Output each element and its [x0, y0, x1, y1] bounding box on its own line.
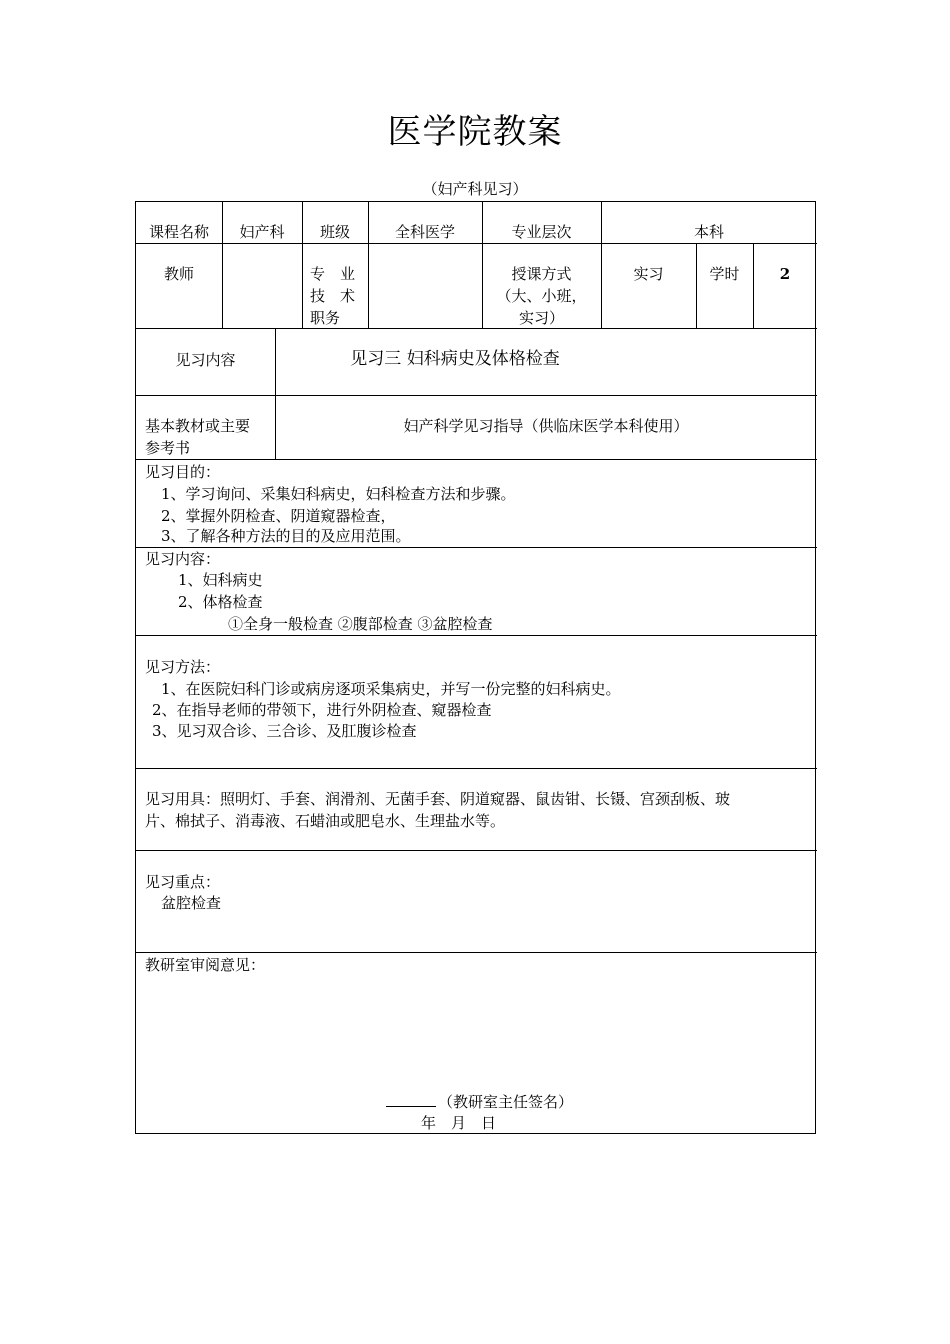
- row-divider: [136, 768, 817, 769]
- class-label: 班级: [319, 223, 350, 241]
- key-points-heading: 见习重点：: [145, 873, 221, 891]
- mode-value: 实习: [633, 265, 664, 283]
- row-divider: [136, 243, 817, 244]
- methods-item: 2、在指导老师的带领下，进行外阴检查、窥器检查: [152, 701, 492, 719]
- objectives-heading: 见习目的：: [145, 463, 221, 481]
- methods-item: 3、见习双合诊、三合诊、及肛腹诊检查: [152, 722, 417, 740]
- hours-value: 2: [779, 265, 791, 283]
- hours-label: 学时: [709, 265, 740, 283]
- objective-item: 2、掌握外阴检查、阴道窥器检查，: [161, 507, 396, 525]
- book-value: 妇产科学见习指导（供临床医学本科使用）: [403, 417, 689, 435]
- objective-item: 1、学习询问、采集妇科病史，妇科检查方法和步骤。: [161, 485, 516, 503]
- row-divider: [136, 635, 817, 636]
- mode-label-line: 实习）: [518, 309, 564, 327]
- key-points-item: 盆腔检查: [161, 894, 222, 912]
- level-label: 专业层次: [511, 223, 572, 241]
- signature-line: [386, 1091, 573, 1113]
- course-value: 妇产科: [239, 223, 285, 241]
- class-value: 全科医学: [394, 223, 455, 241]
- level-value: 本科: [693, 223, 724, 241]
- row-divider: [136, 459, 817, 460]
- row-divider: [136, 952, 817, 953]
- page-subtitle: （妇产科见习）: [422, 180, 528, 198]
- row-divider: [136, 395, 817, 396]
- row-divider: [136, 547, 817, 548]
- title-label-line: 技 术: [310, 287, 356, 305]
- objective-item: 3、了解各种方法的目的及应用范围。: [161, 527, 411, 545]
- mode-label-line: （大、小班，: [496, 287, 587, 305]
- contents-item: ①全身一般检查 ②腹部检查 ③盆腔检查: [228, 615, 493, 633]
- tools-line: 片、棉拭子、消毒液、石蜡油或肥皂水、生理盐水等。: [145, 812, 506, 830]
- page-title: 医学院教案: [387, 112, 563, 152]
- lesson-plan-table: [135, 201, 816, 1134]
- review-heading: 教研室审阅意见：: [145, 956, 266, 974]
- contents-item: 1、妇科病史: [178, 571, 263, 589]
- book-label-line: 参考书: [145, 439, 191, 457]
- col-divider: [753, 243, 754, 328]
- methods-item: 1、在医院妇科门诊或病房逐项采集病史，并写一份完整的妇科病史。: [161, 680, 621, 698]
- row-divider: [136, 850, 817, 851]
- title-label-line: 职务: [310, 309, 341, 327]
- course-label: 课程名称: [148, 223, 209, 241]
- signature-blank: [386, 1092, 436, 1107]
- teacher-label: 教师: [163, 265, 194, 283]
- content-value: 见习三 妇科病史及体格检查: [350, 349, 560, 369]
- mode-label-line: 授课方式: [511, 265, 572, 283]
- methods-heading: 见习方法：: [145, 658, 221, 676]
- signature-label: （教研室主任签名）: [438, 1093, 574, 1111]
- review-date: 年 月 日: [421, 1114, 497, 1132]
- row-divider: [136, 328, 817, 329]
- col-divider: [696, 243, 697, 328]
- contents-heading: 见习内容：: [145, 550, 221, 568]
- tools-line: 见习用具：照明灯、手套、润滑剂、无菌手套、阴道窥器、鼠齿钳、长镊、宫颈刮板、玻: [145, 790, 731, 808]
- contents-item: 2、体格检查: [178, 593, 263, 611]
- title-label-line: 专 业: [310, 265, 356, 283]
- content-label: 见习内容: [175, 351, 236, 369]
- book-label-line: 基本教材或主要: [145, 417, 251, 435]
